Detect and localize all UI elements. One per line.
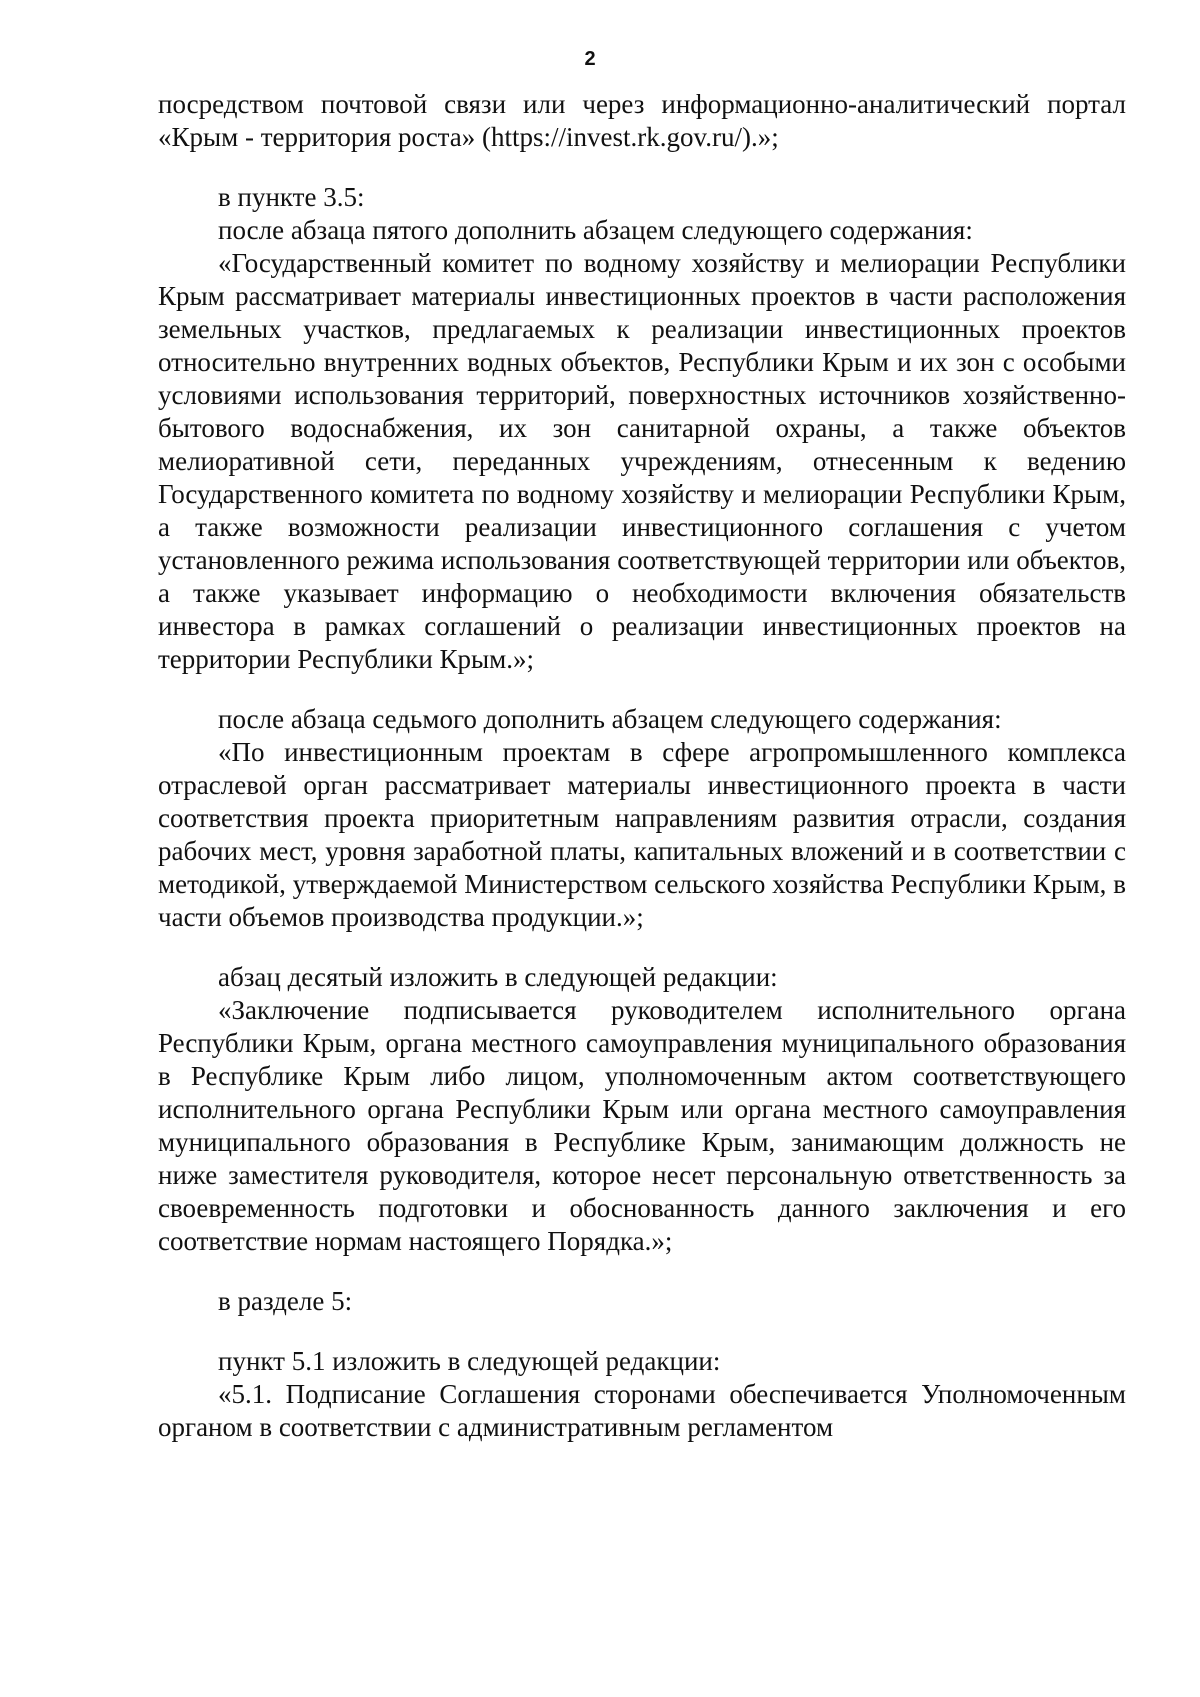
paragraph-gap xyxy=(158,1318,1126,1345)
paragraph-gap xyxy=(158,676,1126,703)
paragraph-gap xyxy=(158,934,1126,961)
paragraph-instruction-5-1: пункт 5.1 изложить в следующей редакции: xyxy=(218,1346,721,1376)
paragraph-clause-5-1-text: «5.1. Подписание Соглашения сторонами обеспечивается Уполномоченным органом в соответствии с административным регламентом xyxy=(158,1379,1126,1442)
paragraph-section-5-heading: в разделе 5: xyxy=(218,1286,353,1316)
paragraph-water-committee-text: «Государственный комитет по водному хозяйству и мелиорации Республики Крым рассматривает материалы инвестиционных проектов в части расположения земельных участков, предлагаемых к реализации инвестиционных проектов относительно внутренних водных объектов, Республики Крым и их зон с особыми условиями использования территорий, поверхностных источников хозяйственно-бытового водоснабжения, их зон санитарной охраны, а также объектов мелиоративной сети, переданных учреждениям, отнесенным к ведению Государственного комитета по водному хозяйству и мелиорации Республики Крым, а также возможности реализации инвестиционного соглашения с учетом установленного режима использования соответствующей территории или объектов, а также указывает информацию о необходимости включения обязательств инвестора в рамках соглашений о реализации инвестиционных проектов на территории Республики Крым.»; xyxy=(158,248,1126,674)
paragraph-continuation: посредством почтовой связи или через информационно-аналитический портал «Крым - территория роста» (https://invest.rk.gov.ru/).»; xyxy=(158,89,1126,152)
paragraph-gap xyxy=(158,1258,1126,1285)
paragraph-conclusion-text: «Заключение подписывается руководителем исполнительного органа Республики Крым, органа местного самоуправления муниципального образования в Республике Крым либо лицом, уполномоченным актом соответствующего исполнительного органа Республики Крым или органа местного самоуправления муниципального образования в Республике Крым, занимающим должность не ниже заместителя руководителя, которое несет персональную ответственность за своевременность подготовки и обоснованность данного заключения и его соответствие нормам настоящего Порядка.»; xyxy=(158,995,1126,1256)
paragraph-gap xyxy=(158,154,1126,181)
paragraph-clause-3-5-heading: в пункте 3.5: xyxy=(218,182,365,212)
paragraph-instruction-after-fifth: после абзаца пятого дополнить абзацем следующего содержания: xyxy=(218,215,973,245)
document-body xyxy=(158,88,1126,1444)
paragraph-instruction-after-seventh: после абзаца седьмого дополнить абзацем следующего содержания: xyxy=(218,704,1002,734)
page-number: 2 xyxy=(584,48,596,70)
paragraph-agro-projects-text: «По инвестиционным проектам в сфере агропромышленного комплекса отраслевой орган рассматривает материалы инвестиционного проекта в части соответствия проекта приоритетным направлениям развития отрасли, создания рабочих мест, уровня заработной платы, капитальных вложений и в соответствии с методикой, утверждаемой Министерством сельского хозяйства Республики Крым, в части объемов производства продукции.»; xyxy=(158,737,1126,932)
paragraph-instruction-tenth: абзац десятый изложить в следующей редакции: xyxy=(218,962,778,992)
